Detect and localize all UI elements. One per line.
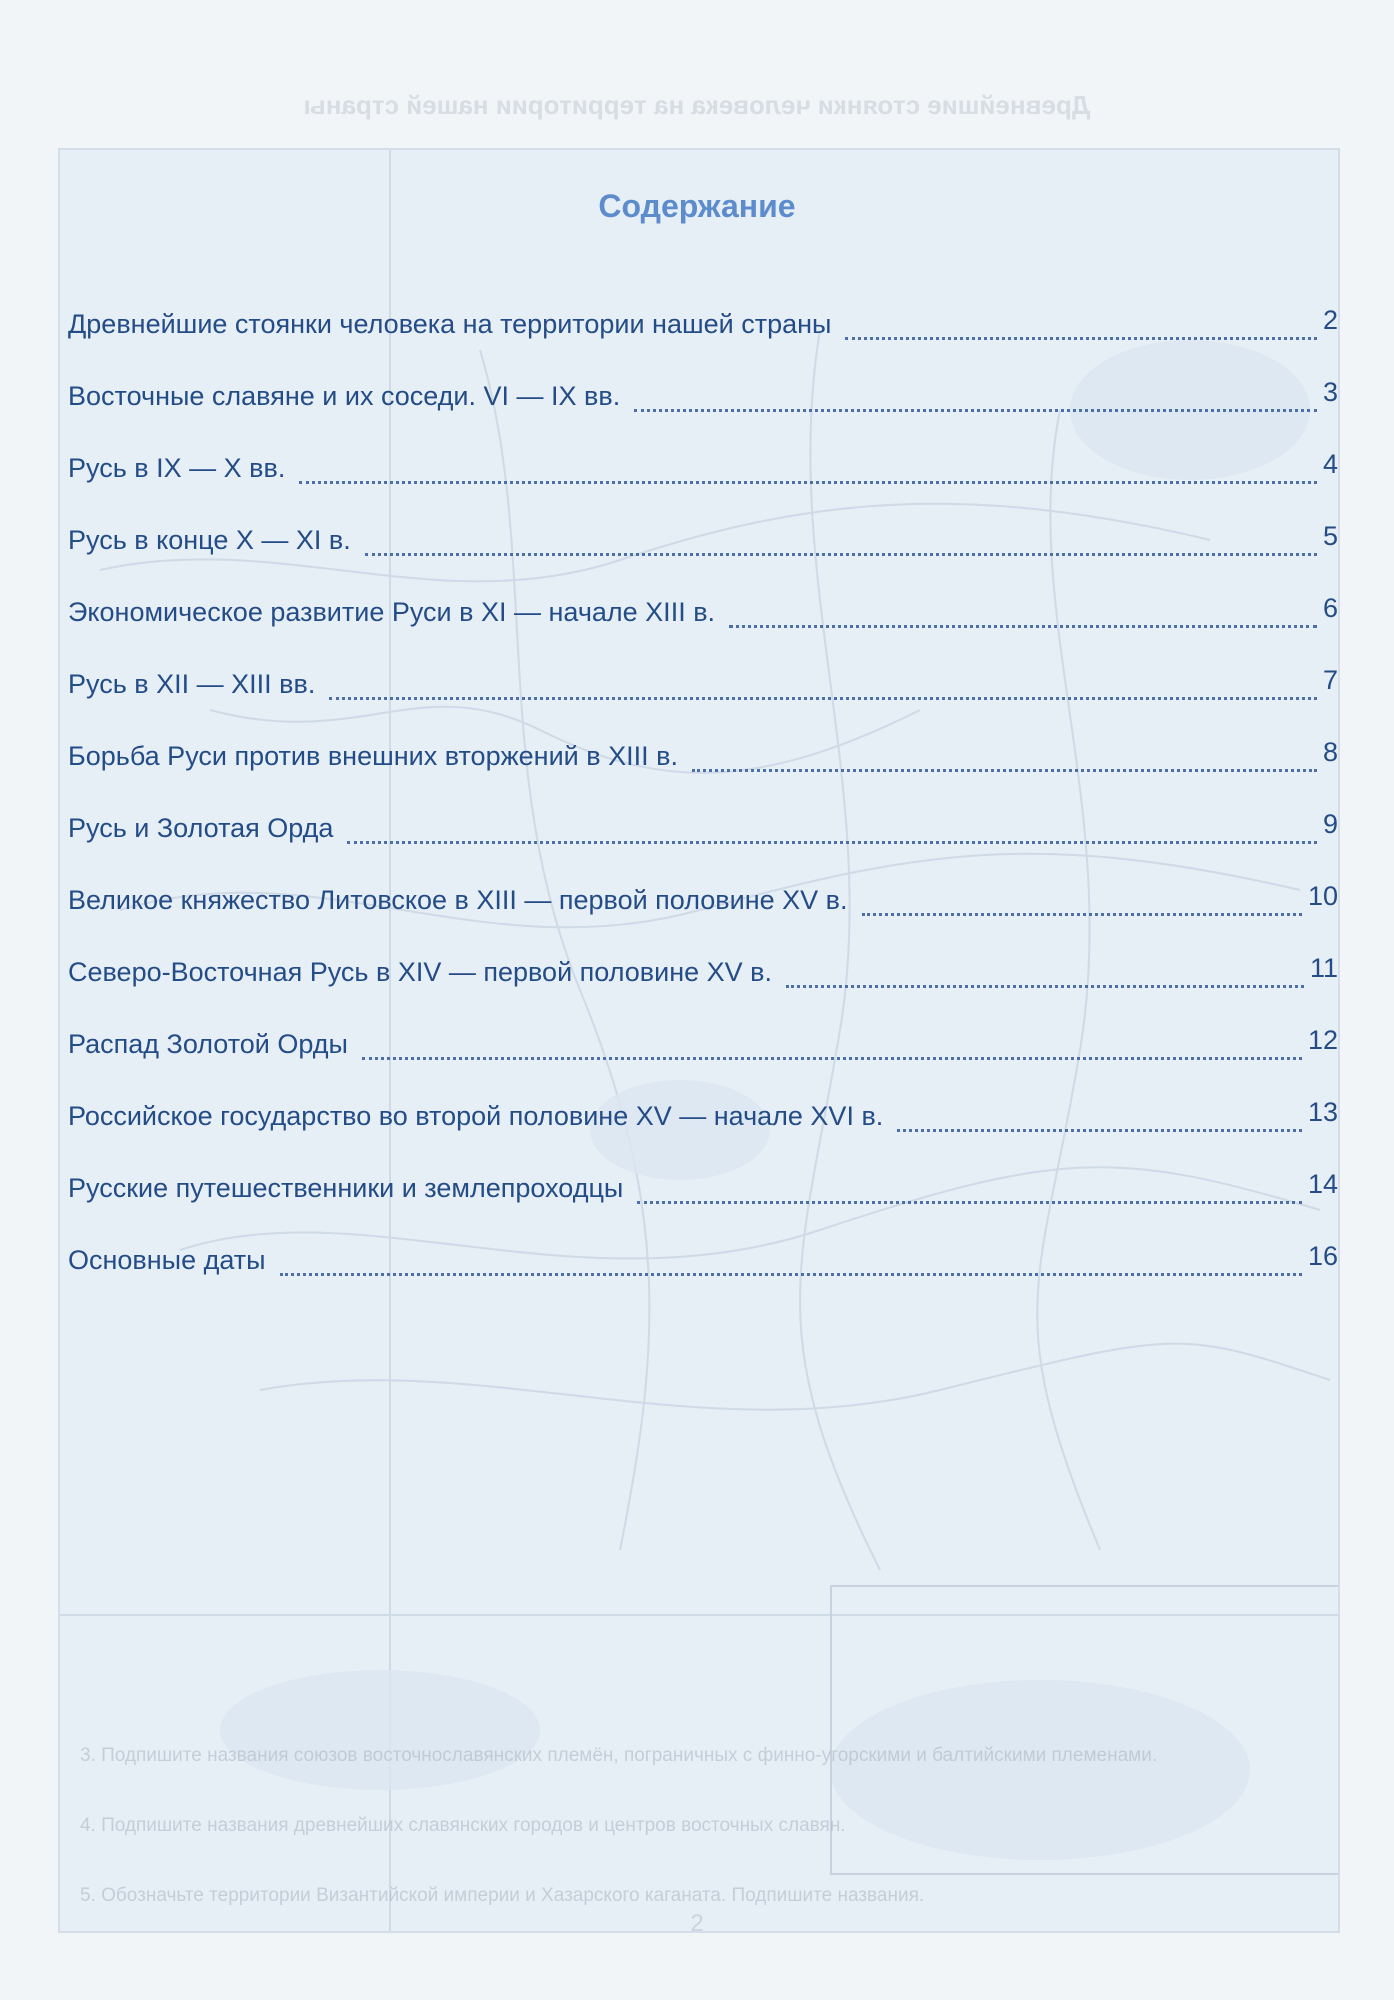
toc-leader-dots	[347, 841, 1317, 844]
toc-entry-title: Северо-Восточная Русь в XIV — первой половине XV в.	[68, 957, 772, 987]
toc-entry-page-number: 4	[1322, 449, 1338, 479]
toc-entry-page-number: 9	[1322, 809, 1338, 839]
toc-entry-title: Распад Золотой Орды	[68, 1029, 348, 1059]
toc-entry[interactable]	[68, 1023, 1338, 1095]
toc-entry-title: Экономическое развитие Руси в XI — начале XIII в.	[68, 597, 716, 627]
toc-leader-dots	[786, 985, 1304, 988]
toc-entry-page-number: 2	[1322, 305, 1338, 335]
toc-entry-page-number: 5	[1322, 521, 1338, 551]
toc-entry-page-number: 11	[1309, 953, 1338, 983]
toc-leader-dots	[280, 1273, 1302, 1276]
toc-entry-page-number: 8	[1322, 737, 1338, 767]
toc-leader-dots	[299, 481, 1317, 484]
page-title: Содержание	[598, 188, 796, 224]
toc-entry[interactable]	[68, 447, 1338, 519]
toc-entry-title: Великое княжество Литовское в XIII — первой половине XV в.	[68, 885, 848, 915]
toc-entry[interactable]	[68, 591, 1338, 663]
toc-entry-page-number: 14	[1307, 1169, 1338, 1199]
toc-leader-dots	[634, 409, 1317, 412]
toc-entry-title: Борьба Руси против внешних вторжений в XIII в.	[68, 741, 678, 771]
toc-leader-dots	[637, 1201, 1302, 1204]
toc-entry-page-number: 13	[1307, 1097, 1338, 1127]
toc-entry[interactable]	[68, 519, 1338, 591]
toc-entry-title: Древнейшие стоянки человека на территории нашей страны	[68, 309, 832, 339]
toc-entry-title: Восточные славяне и их соседи. VI — IX вв.	[68, 381, 621, 411]
toc-entry-title: Русские путешественники и землепроходцы	[68, 1173, 624, 1203]
bleed-through-text-2: 4. Подпишите названия древнейших славянских городов и центров восточных славян.	[80, 1815, 846, 1836]
toc-entry[interactable]	[68, 735, 1338, 807]
bleed-through-page-number: 2	[690, 1910, 704, 1937]
toc-entry[interactable]	[68, 807, 1338, 879]
toc-leader-dots	[729, 625, 1317, 628]
bleed-through-text-3: 5. Обозначьте территории Византийской империи и Хазарского каганата. Подпишите названия.	[80, 1885, 925, 1906]
bleed-through-title: Древнейшие стоянки человека на территории нашей страны	[303, 90, 1091, 120]
toc-entry-title: Русь в конце X — XI в.	[68, 525, 351, 555]
toc-entry[interactable]	[68, 375, 1338, 447]
toc-leader-dots	[362, 1057, 1302, 1060]
toc-entry-page-number: 12	[1307, 1025, 1338, 1055]
toc-entry-page-number: 3	[1322, 377, 1338, 407]
toc-entry-page-number: 6	[1322, 593, 1338, 623]
toc-leader-dots	[329, 697, 1317, 700]
toc-entry[interactable]	[68, 663, 1338, 735]
toc-leader-dots	[692, 769, 1317, 772]
toc-entry[interactable]	[68, 303, 1338, 375]
toc-leader-dots	[862, 913, 1302, 916]
table-of-contents	[68, 303, 1338, 1311]
toc-entry-title: Русь и Золотая Орда	[68, 813, 334, 843]
toc-entry-title: Основные даты	[68, 1245, 266, 1275]
toc-entry[interactable]	[68, 951, 1338, 1023]
toc-leader-dots	[365, 553, 1317, 556]
toc-entry[interactable]	[68, 1095, 1338, 1167]
toc-entry-title: Российское государство во второй половине XV — начале XVI в.	[68, 1101, 884, 1131]
toc-entry[interactable]	[68, 879, 1338, 951]
toc-entry-title: Русь в IX — X вв.	[68, 453, 286, 483]
bleed-through-text-1: 3. Подпишите названия союзов восточнославянских племён, пограничных с финно-угорскими и балтийскими племенами.	[80, 1745, 1158, 1766]
toc-leader-dots	[845, 337, 1317, 340]
toc-entry[interactable]	[68, 1167, 1338, 1239]
toc-entry-title: Русь в XII — XIII вв.	[68, 669, 316, 699]
toc-entry-page-number: 7	[1322, 665, 1338, 695]
toc-entry-page-number: 10	[1307, 881, 1338, 911]
toc-leader-dots	[897, 1129, 1302, 1132]
toc-entry[interactable]	[68, 1239, 1338, 1311]
toc-entry-page-number: 16	[1307, 1241, 1338, 1271]
